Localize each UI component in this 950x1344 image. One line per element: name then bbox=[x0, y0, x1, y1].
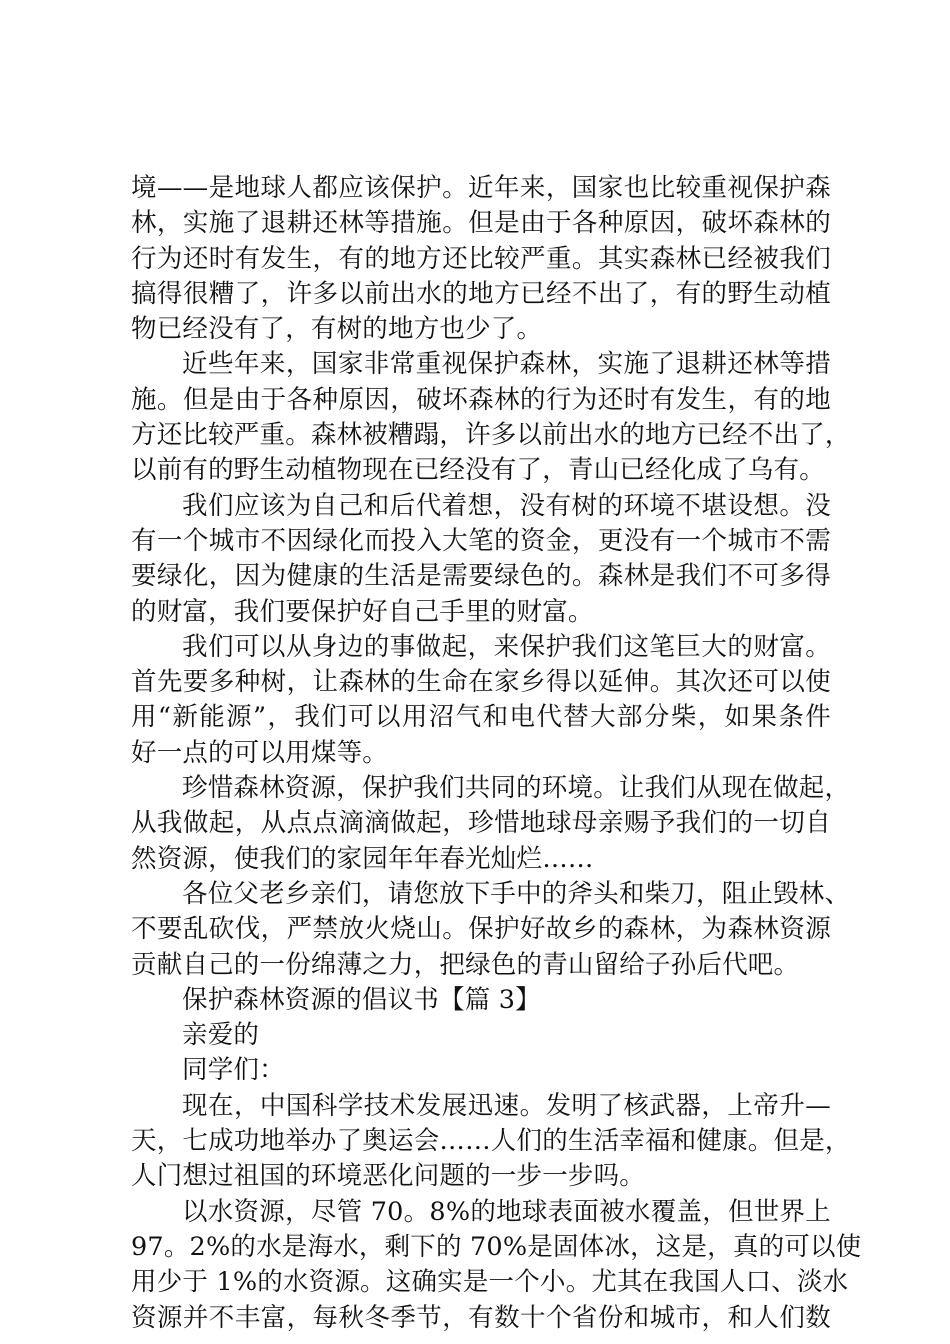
text-line: 珍惜森林资源，保护我们共同的环境。让我们从现在做起， bbox=[182, 773, 851, 804]
text-line: 天，七成功地举办了奥运会……人们的生活幸福和健康。但是， bbox=[131, 1126, 851, 1157]
text-line: 不要乱砍伐，严禁放火烧山。保护好故乡的森林，为森林资源 bbox=[131, 914, 831, 945]
text-line: 贡献自己的一份绵薄之力，把绿色的青山留给子孙后代吧。 bbox=[131, 949, 800, 980]
text-line: 方还比较严重。森林被糟蹋，许多以前出水的地方已经不出了， bbox=[131, 420, 851, 451]
text-line: 保护森林资源的倡议书【篇 3】 bbox=[182, 984, 541, 1015]
text-line: 的财富，我们要保护好自己手里的财富。 bbox=[131, 596, 594, 627]
text-line: 物已经没有了，有树的地方也少了。 bbox=[131, 314, 543, 345]
text-line: 好一点的可以用煤等。 bbox=[131, 737, 389, 768]
text-line: 资源并不丰富，每秋冬季节，有数十个省份和城市，和人们数 bbox=[131, 1302, 831, 1333]
text-line: 行为还时有发生，有的地方还比较严重。其实森林已经被我们 bbox=[131, 243, 831, 274]
text-line: 用“新能源”，我们可以用沼气和电代替大部分柴，如果条件 bbox=[131, 702, 831, 733]
text-line: 有一个城市不因绿化而投入大笔的资金，更没有一个城市不需 bbox=[131, 525, 831, 556]
text-line: 从我做起，从点点滴滴做起，珍惜地球母亲赐予我们的一切自 bbox=[131, 808, 831, 839]
text-line: 各位父老乡亲们，请您放下手中的斧头和柴刀，阻止毁林、 bbox=[182, 878, 851, 909]
text-line: 我们应该为自己和后代着想，没有树的环境不堪设想。没 bbox=[182, 490, 831, 521]
text-line: 97。2%的水是海水，剩下的 70%是固体冰，这是，真的可以使 bbox=[131, 1231, 862, 1262]
text-line: 近些年来，国家非常重视保护森林，实施了退耕还林等措 bbox=[182, 349, 831, 380]
text-line: 首先要多种树，让森林的生命在家乡得以延伸。其次还可以使 bbox=[131, 667, 831, 698]
text-line: 我们可以从身边的事做起，来保护我们这笔巨大的财富。 bbox=[182, 631, 831, 662]
text-line: 亲爱的 bbox=[182, 1020, 260, 1051]
text-line: 然资源，使我们的家园年年春光灿烂…… bbox=[131, 843, 594, 874]
text-line: 林，实施了退耕还林等措施。但是由于各种原因，破坏森林的 bbox=[131, 208, 831, 239]
text-line: 现在，中国科学技术发展迅速。发明了核武器，上帝升— bbox=[182, 1090, 831, 1121]
text-line: 用少于 1%的水资源。这确实是一个小。尤其在我国人口、淡水 bbox=[131, 1267, 849, 1298]
text-line: 以水资源，尽管 70。8%的地球表面被水覆盖，但世界上 bbox=[182, 1196, 831, 1227]
text-line: 施。但是由于各种原因，破坏森林的行为还时有发生，有的地 bbox=[131, 384, 831, 415]
text-line: 境——是地球人都应该保护。近年来，国家也比较重视保护森 bbox=[131, 173, 831, 203]
text-line: 搞得很糟了，许多以前出水的地方已经不出了，有的野生动植 bbox=[131, 278, 831, 309]
document-body bbox=[131, 171, 862, 1336]
text-line: 要绿化，因为健康的生活是需要绿色的。森林是我们不可多得 bbox=[131, 561, 831, 592]
text-line: 以前有的野生动植物现在已经没有了，青山已经化成了乌有。 bbox=[131, 455, 825, 486]
text-line: 同学们： bbox=[182, 1055, 285, 1086]
text-line: 人门想过祖国的环境恶化问题的一步一步吗。 bbox=[131, 1161, 646, 1192]
